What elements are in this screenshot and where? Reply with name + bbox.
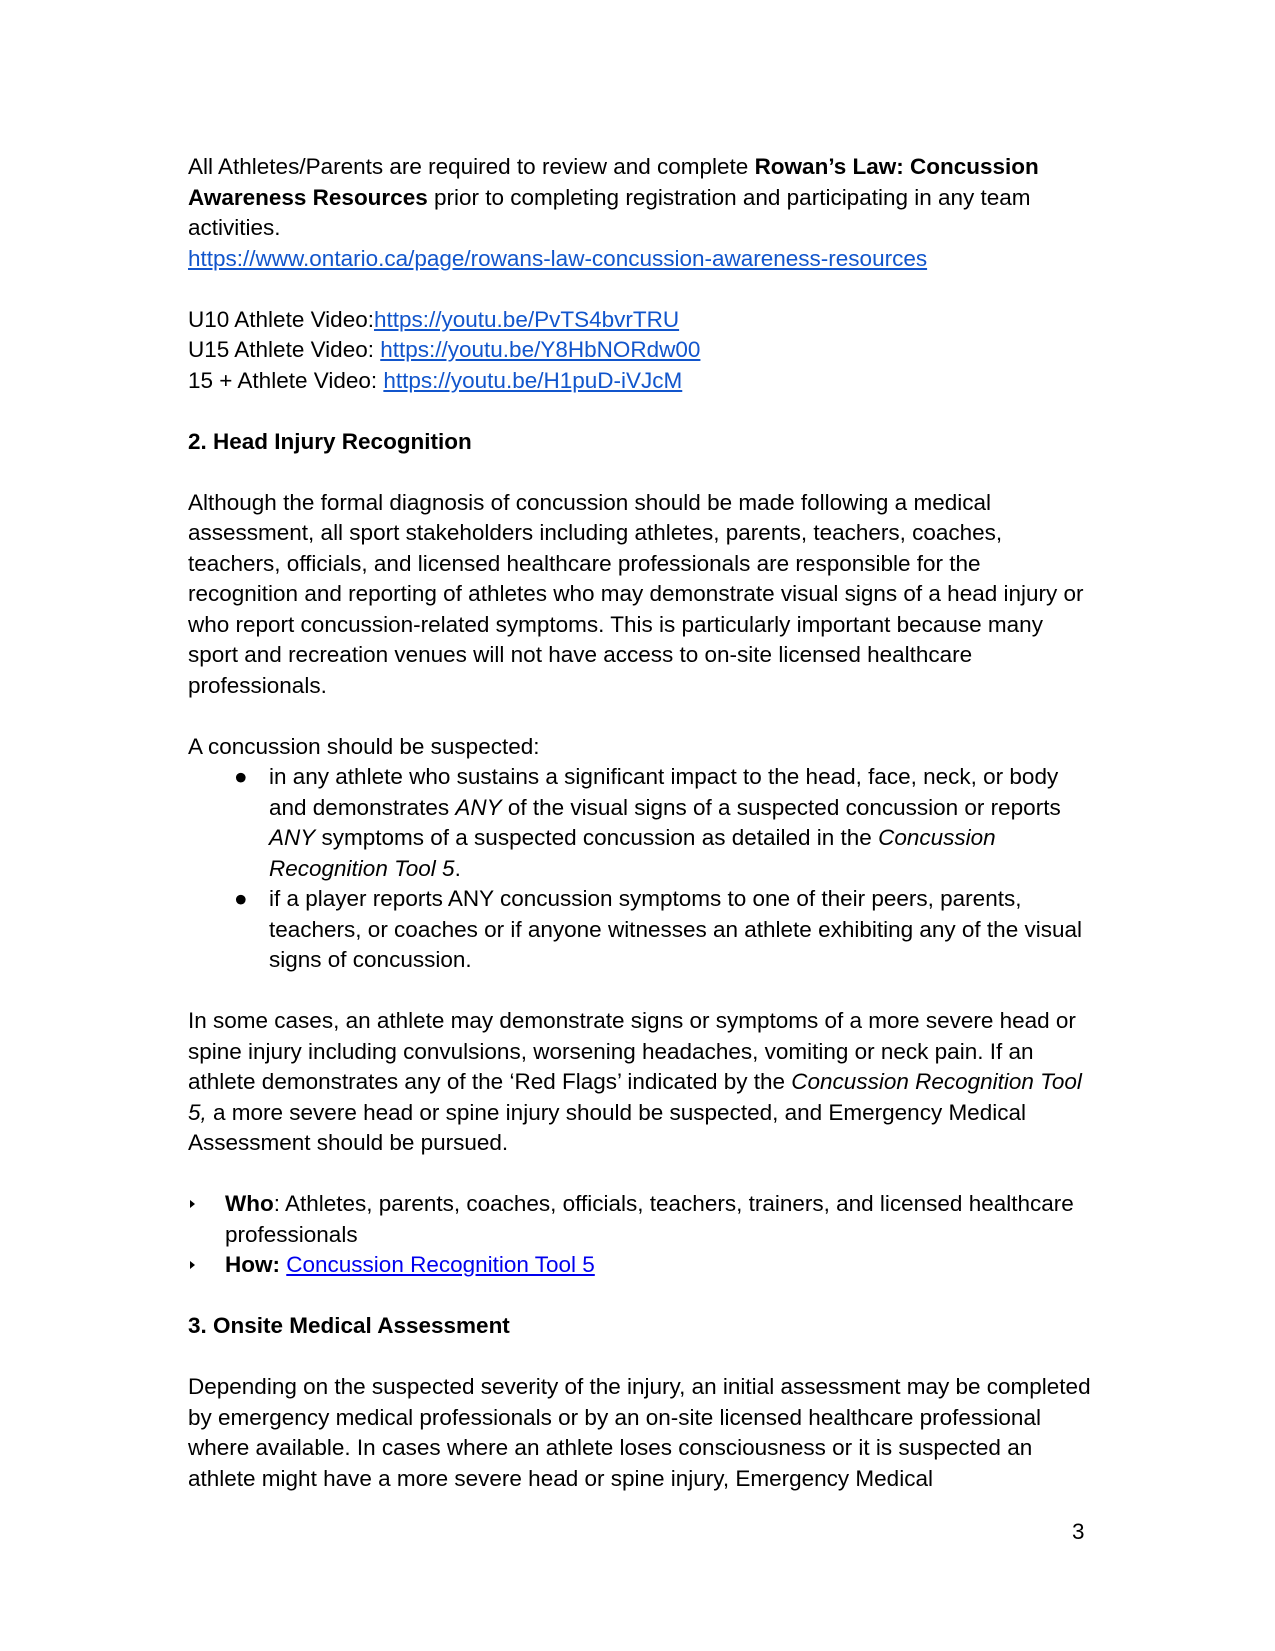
- arrow-bullet-icon: [190, 1200, 195, 1208]
- section-2-heading: 2. Head Injury Recognition: [188, 428, 472, 454]
- arrow-bullet-icon: [190, 1261, 195, 1269]
- video-line-u10: [188, 305, 1093, 336]
- severe-injury-paragraph: In some cases, an athlete may demonstrate signs or symptoms of a more severe head or spine injury including convulsions, worsening headaches, vomiting or neck pain. If an athlete demonstrates any of the ‘Red Flags’ indicated by the Concussion Recognition Tool 5, a more severe head or spine injury should be suspected, and Emergency Medical Assessment should be pursued.: [188, 1008, 1082, 1155]
- how-item: [188, 1250, 1093, 1281]
- who-text: : Athletes, parents, coaches, officials, teachers, trainers, and licensed healthcare professionals: [225, 1191, 1074, 1247]
- how-label: How:: [225, 1252, 280, 1277]
- concussion-tool-link[interactable]: Concussion Recognition Tool 5: [286, 1252, 595, 1277]
- bullet-icon: ●: [234, 886, 248, 911]
- page-number: 3: [1072, 1519, 1085, 1544]
- suspect-intro: A concussion should be suspected:: [188, 733, 540, 759]
- section-3-heading: 3. Onsite Medical Assessment: [188, 1313, 510, 1338]
- who-item: [188, 1189, 1093, 1250]
- video-link-15plus[interactable]: https://youtu.be/H1puD-iVJcM: [383, 367, 683, 393]
- video-link-u10[interactable]: https://youtu.be/PvTS4bvrTRU: [373, 306, 680, 332]
- page-content: [188, 152, 1093, 1494]
- intro-paragraph: [188, 152, 1093, 244]
- who-how-list: [188, 1189, 1093, 1281]
- list-item: ● if a player reports ANY concussion symptoms to one of their peers, parents, teachers, or coaches or if anyone witnesses an athlete exhibiting any of the visual signs of concussion.: [234, 886, 1082, 972]
- video-link-u15[interactable]: https://youtu.be/Y8HbNORdw00: [380, 337, 701, 362]
- who-label: Who: [225, 1191, 274, 1216]
- video-line-u15: [188, 335, 1093, 366]
- section-3-paragraph: Depending on the suspected severity of the injury, an initial assessment may be completed by emergency medical professionals or by an on-site licensed healthcare professional where available. In cases where an athlete loses consciousness or it is suspected an athlete might have a more severe head or spine injury, Emergency Medical: [188, 1374, 1091, 1491]
- video-label: U15 Athlete Video:: [188, 337, 381, 362]
- suspect-list: [188, 762, 1093, 976]
- video-label: 15 + Athlete Video:: [188, 367, 384, 393]
- intro-text: All Athletes/Parents are required to review and complete: [188, 154, 755, 179]
- list-item: ● in any athlete who sustains a significant impact to the head, face, neck, or body and demonstrates ANY of the visual signs of a suspected concussion or reports ANY symptoms of a suspected concussion as detailed in the Concussion Recognition Tool 5.: [234, 764, 1061, 881]
- ontario-link-line: [188, 244, 1093, 275]
- bullet-icon: ●: [234, 764, 248, 789]
- rowans-law-title: Rowan’s Law: Concussion Awareness Resources: [188, 154, 1039, 210]
- intro-text-end: prior to completing registration and participating in any team activities.: [188, 184, 1031, 240]
- video-label: U10 Athlete Video:: [188, 306, 374, 332]
- video-line-15plus: [188, 366, 1093, 397]
- ontario-resources-link[interactable]: https://www.ontario.ca/page/rowans-law-concussion-awareness-resources: [188, 245, 928, 271]
- section-2-paragraph: Although the formal diagnosis of concussion should be made following a medical assessment, all sport stakeholders including athletes, parents, teachers, coaches, teachers, officials, and licensed healthcare professionals are responsible for the recognition and reporting of athletes who may demonstrate visual signs of a head injury or who report concussion-related symptoms. This is particularly important because many sport and recreation venues will not have access to on-site licensed healthcare professionals.: [188, 489, 1084, 698]
